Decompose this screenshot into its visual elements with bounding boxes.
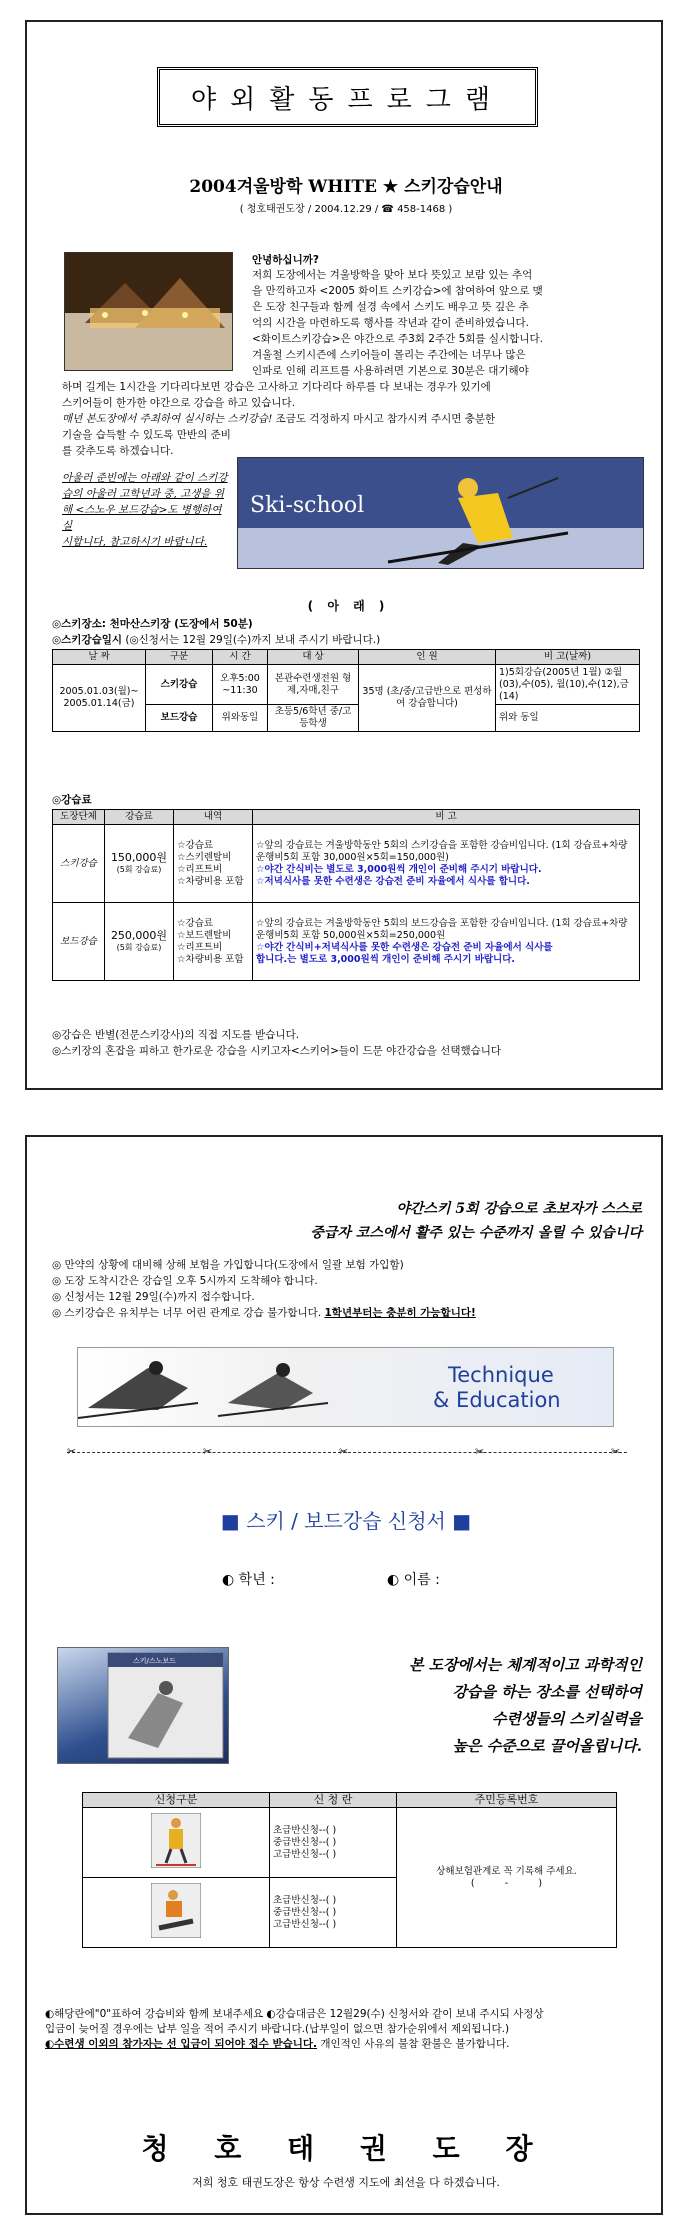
fee-item: ☆차량비용 포함 <box>177 875 244 887</box>
education-text: & Education <box>433 1388 561 1412</box>
fee-label: ◎강습료 <box>52 794 92 806</box>
name-label: ◐ 이름 : <box>387 1572 440 1588</box>
ski-level-option[interactable]: 고급반신청--( ) <box>273 1848 337 1860</box>
fee-remark-blue: ☆야간 간식비는 별도로 3,000원씩 개인이 준비해 주시기 바랍니다. <box>256 863 542 875</box>
intro-line: 인파로 인해 리프트를 사용하려면 기본으로 30분은 대기해야 <box>252 365 529 377</box>
snowboarder-icon <box>151 1883 201 1938</box>
app-header: 신청구분 <box>83 1793 270 1808</box>
application-table <box>82 1792 617 1948</box>
scissor-icon: ✂ <box>611 1445 621 1458</box>
headline-line: 야간스키 5회 강습으로 초보자가 스스로 <box>396 1201 642 1217</box>
fee-remark-blue: 합니다.는 별도로 3,000원씩 개인이 준비해 주시기 바랍니다. <box>256 953 516 965</box>
ski-level-option[interactable]: 중급반신청--( ) <box>273 1836 337 1848</box>
page-1 <box>25 20 663 1090</box>
page-2 <box>25 1135 663 2215</box>
board-level-option[interactable]: 고급반신청--( ) <box>273 1918 337 1930</box>
schedule-line <box>52 632 380 648</box>
app-board-levels <box>270 1878 397 1948</box>
app-ski-levels <box>270 1808 397 1878</box>
intro-line: 억의 시간을 마련하도록 행사를 작년과 같이 준비하였습니다. <box>252 317 529 329</box>
schedule-header: 비 고(날짜) <box>496 650 640 665</box>
form-title: ■ 스키 / 보드강습 신청서 ■ <box>220 1509 472 1533</box>
promo-line: 강습을 하는 장소를 선택하여 <box>452 1683 642 1701</box>
fee-item: ☆차량비용 포함 <box>177 953 244 965</box>
app-ssn-cell[interactable] <box>397 1808 617 1948</box>
intro-tail: 조금도 걱정하지 마시고 참가시켜 주시면 충분한 <box>272 413 496 425</box>
schedule-label: ◎스키강습일시 <box>52 634 123 646</box>
headline <box>57 1197 642 1245</box>
app-header: 주민등록번호 <box>397 1793 617 1808</box>
note-bold: ◐수련생 이외의 참가자는 선 입금이 되어야 접수 받습니다. <box>45 2038 318 2050</box>
intro-line: 겨울철 스키시즌에 스키어들이 몰리는 주간에는 너무나 많은 <box>252 349 526 361</box>
schedule-header: 인 원 <box>359 650 496 665</box>
intro-line: <화이트스키강습>은 야간으로 주3회 2주간 5회를 실시합니다. <box>252 333 543 345</box>
notice-heading: ( 아 래 ) <box>307 599 385 613</box>
schedule-board-type: 보드강습 <box>146 705 213 732</box>
fee-item: ☆보드렌탈비 <box>177 929 232 941</box>
intro-text-b <box>62 379 657 459</box>
promo-text <box>237 1652 642 1760</box>
fee-header: 내역 <box>174 810 253 825</box>
ski-book-label: 스키/스노보드 <box>133 1657 176 1665</box>
fee-item: ☆강습료 <box>177 839 214 851</box>
info-bullet-emph: 1학년부터는 충분히 가능합니다! <box>324 1307 476 1319</box>
page1-footer <box>52 1027 652 1059</box>
promo-line: 본 도장에서는 체계적이고 과학적인 <box>408 1656 642 1674</box>
info-bullets <box>52 1257 652 1321</box>
info-bullet: ◎ 스키강습은 유치부는 너무 어린 관계로 강습 불가합니다. <box>52 1307 322 1319</box>
ssn-field[interactable]: ( - ) <box>470 1877 543 1889</box>
subtitle: 2004겨울방학 WHITE ★ 스키강습안내 <box>189 177 503 197</box>
fee-amount: 250,000원 <box>110 928 168 942</box>
schedule-target: 본관수련생전원 형제,자매,친구 <box>268 665 359 705</box>
intro-line: 스키어들이 한가한 야간으로 강습을 하고 있습니다. <box>62 397 296 409</box>
promo-line: 높은 수준으로 끌어올립니다. <box>452 1737 642 1755</box>
intro-line: 기술을 습득할 수 있도록 만반의 준비 <box>62 429 231 441</box>
intro-line: 저희 도장에서는 겨울방학을 맞아 보다 뜻있고 보람 있는 추억 <box>252 269 533 281</box>
fee-remark-blue: ☆저녁식사를 못한 수련생은 강습전 준비 자율에서 식사를 합니다. <box>256 875 530 887</box>
grade-label: ◐ 학년 : <box>222 1572 275 1588</box>
fee-note: (5회 강습료) <box>116 864 162 874</box>
info-bullet: ◎ 만약의 상황에 대비해 상해 보험을 가입합니다(도장에서 일괄 보험 가입함) <box>52 1259 404 1271</box>
schedule-board-time: 위와동일 <box>213 705 268 732</box>
schedule-board-target: 초등5/6학년 중/고등학생 <box>268 705 359 732</box>
fee-row-fee <box>105 903 174 981</box>
page-title: 야외활동프로그램 <box>157 67 538 127</box>
fee-remark: ☆앞의 강습료는 겨울방학동안 5회의 스키강습을 포함한 강습비입니다. (1회 강습료+차량운행비5회 포함 30,000원×5회=150,000원) <box>256 839 628 863</box>
note-line: 해 <스노우 보드강습>도 병행하여 실 <box>62 504 222 532</box>
school-motto: 저희 청호 태권도장은 항상 수련생 지도에 최선을 다 하겠습니다. <box>192 2176 500 2189</box>
schedule-header: 대 상 <box>268 650 359 665</box>
fee-amount: 150,000원 <box>110 850 168 864</box>
contact-line: ( 청호태권도장 / 2004.12.29 / ☎ 458-1468 ) <box>239 204 453 215</box>
board-level-option[interactable]: 초급반신청--( ) <box>273 1894 337 1906</box>
technique-banner <box>77 1347 614 1427</box>
schedule-count: 35명 (초/중/고급반으로 편성하여 강습합니다) <box>359 665 496 732</box>
app-board-cell <box>83 1878 270 1948</box>
fee-item: ☆강습료 <box>177 917 214 929</box>
schedule-header: 시 간 <box>213 650 268 665</box>
fee-row-remark <box>253 825 640 903</box>
venue: ◎스키장소: 천마산스키장 (도장에서 50분) <box>52 618 253 630</box>
fee-table <box>52 809 640 981</box>
fee-row-fee <box>105 825 174 903</box>
promo-line: 수련생들의 스키실력을 <box>491 1710 642 1728</box>
school-name: 청 호 태 권 도 장 <box>141 2132 551 2165</box>
technique-text: Technique <box>448 1363 554 1387</box>
intro-text-a <box>252 267 652 379</box>
schedule-header: 날 짜 <box>53 650 146 665</box>
fee-row-remark <box>253 903 640 981</box>
intro-line: 은 도장 친구들과 함께 설경 속에서 스키도 배우고 뜻 깊은 추 <box>252 301 529 313</box>
fee-item: ☆리프트비 <box>177 863 223 875</box>
footer-line: ◎강습은 반별(전문스키강사)의 직접 지도를 받습니다. <box>52 1029 300 1041</box>
schedule-table <box>52 649 640 732</box>
note-tail: 개인적인 사유의 불참 환불은 불가합니다. <box>317 2038 510 2050</box>
info-bullet: ◎ 도장 도착시간은 강습일 오후 5시까지 도착해야 합니다. <box>52 1275 318 1287</box>
schedule-time: 오후5:00 ~11:30 <box>213 665 268 705</box>
fee-row-items <box>174 903 253 981</box>
page2-notes <box>45 2007 655 2052</box>
ski-school-banner <box>237 457 644 569</box>
scissor-icon: ✂ <box>475 1445 485 1458</box>
ski-book-image <box>57 1647 229 1764</box>
fee-remark-blue: ☆야간 간식비+저녁식사를 못한 수련생은 강습전 준비 자율에서 식사를 <box>256 941 553 953</box>
intro-line: 를 갖추도록 하겠습니다. <box>62 445 174 457</box>
note-line: 아울러 준빈에는 아래와 같이 스키강 <box>62 472 228 484</box>
ski-resort-photo <box>64 252 233 371</box>
schedule-board-remark: 위와 동일 <box>496 705 640 732</box>
note-line: 습의 아울러 고학년과 중, 고생을 위 <box>62 488 225 500</box>
intro-italic: 매년 본도장에서 주최하여 실시하는 스키강습! <box>62 413 273 425</box>
note-line: 입금이 늦어질 경우에는 납부 일을 적어 주시기 바랍니다.(납부일이 없으면 참가순위에서 제외됩니다.) <box>45 2023 510 2035</box>
intro-line: 하며 길게는 1시간을 기다리다보면 강습은 고사하고 기다리다 하루를 다 보내는 경우가 있기에 <box>62 381 491 393</box>
footer-line: ◎스키장의 혼잡을 피하고 한가로운 강습을 시키고자<스키어>들이 드문 야간강습을 선택했습니다 <box>52 1045 502 1057</box>
fee-row-name: 보드강습 <box>53 903 105 981</box>
fee-header: 도장단체 <box>53 810 105 825</box>
scissor-icon: ✂ <box>67 1445 77 1458</box>
fee-item: ☆스키렌탈비 <box>177 851 232 863</box>
intro-line: 을 만끽하고자 <2005 화이트 스키강습>에 참여하여 앞으로 맺 <box>252 285 543 297</box>
greeting: 안녕하십니까? <box>252 254 319 266</box>
fee-header: 강습료 <box>105 810 174 825</box>
board-level-option[interactable]: 중급반신청--( ) <box>273 1906 337 1918</box>
note-line: ◐해당란에"0"표하여 강습비와 함께 보내주세요 ◐강습대금은 12월29(수) 신청서와 같이 보내 주시되 사정상 <box>45 2008 544 2020</box>
scissor-icon: ✂ <box>339 1445 349 1458</box>
schedule-header: 구분 <box>146 650 213 665</box>
ssn-note: 상해보험관계로 꼭 기록해 주세요. <box>436 1865 577 1877</box>
app-header: 신 청 란 <box>270 1793 397 1808</box>
scissor-icon: ✂ <box>203 1445 213 1458</box>
schedule-ski-type: 스키강습 <box>146 665 213 705</box>
fee-header: 비 고 <box>253 810 640 825</box>
fee-remark: ☆앞의 강습료는 겨울방학동안 5회의 보드강습을 포함한 강습비입니다. (1회 강습료+차량 운행비5회 포함 50,000원×5회=250,000원 <box>256 917 628 941</box>
note-line: 시합니다, 참고하시기 바랍니다. <box>62 536 208 548</box>
fee-note: (5회 강습료) <box>116 942 162 952</box>
skier-icon <box>151 1813 201 1868</box>
ski-school-label: Ski-school <box>250 493 365 518</box>
schedule-note: (◎신청서는 12월 29일(수)까지 보내 주시기 바랍니다.) <box>122 634 381 646</box>
schedule-date: 2005.01.03(월)~ 2005.01.14(금) <box>53 665 146 732</box>
schedule-remark: 1)5회강습(2005년 1월) ②월(03),수(05), 월(10),수(12),금(14) <box>496 665 640 705</box>
info-bullet: ◎ 신청서는 12월 29일(수)까지 접수합니다. <box>52 1291 255 1303</box>
ski-level-option[interactable]: 초급반신청--( ) <box>273 1824 337 1836</box>
board-note <box>62 470 232 550</box>
fee-item: ☆리프트비 <box>177 941 223 953</box>
fee-row-name: 스키강습 <box>53 825 105 903</box>
fee-row-items <box>174 825 253 903</box>
app-ski-cell <box>83 1808 270 1878</box>
headline-line: 중급자 코스에서 활주 있는 수준까지 올릴 수 있습니다 <box>310 1225 642 1241</box>
